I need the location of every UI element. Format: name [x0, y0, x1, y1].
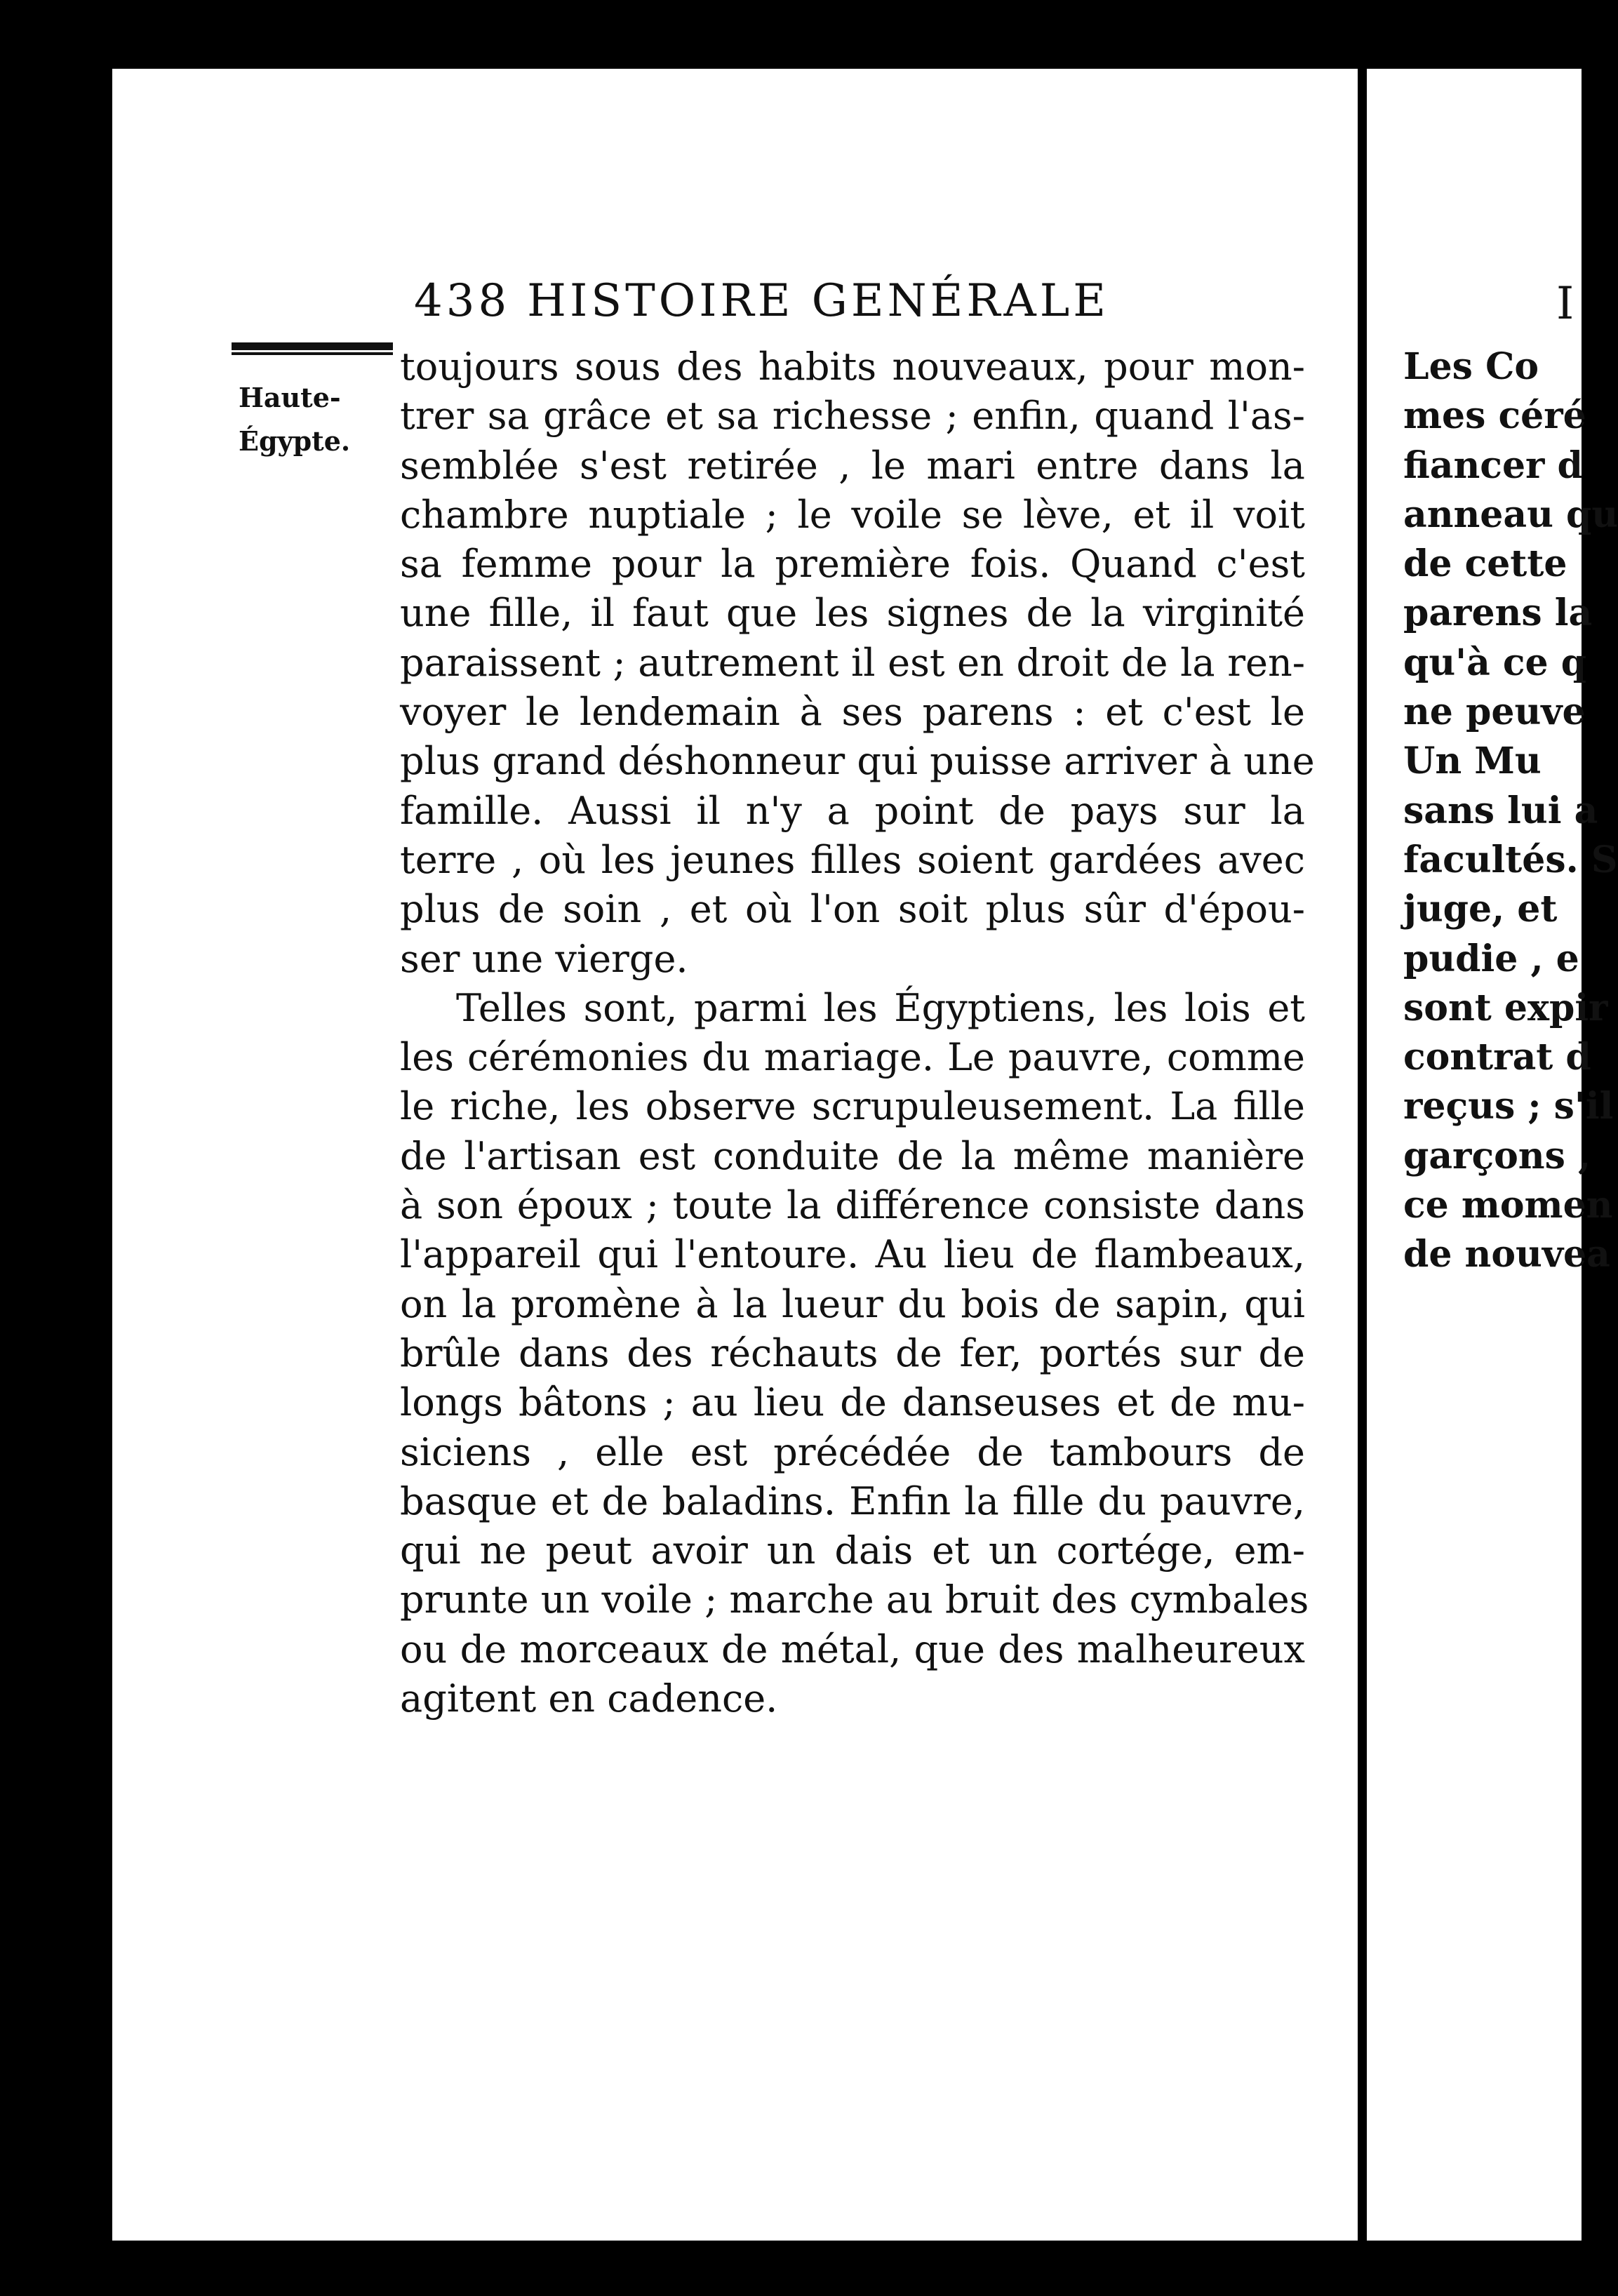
right-text-line: sont expir	[1403, 986, 1608, 1029]
right-text-line: Un Mu	[1403, 740, 1542, 783]
right-text-line: pudie , e	[1403, 937, 1579, 980]
right-page-header: I	[1556, 278, 1574, 330]
text-line: à son époux ; toute la différence consiste dans	[400, 1183, 1305, 1228]
text-line: chambre nuptiale ; le voile se lève, et il voit	[400, 492, 1305, 537]
text-line: les cérémonies du mariage. Le pauvre, comme	[400, 1035, 1305, 1080]
text-line: une fille, il faut que les signes de la virginité	[400, 591, 1305, 636]
text-line: plus grand déshonneur qui puisse arriver à une	[400, 739, 1315, 784]
text-line: siciens , elle est précédée de tambours de	[400, 1429, 1305, 1474]
right-text-line: ce momen	[1403, 1184, 1613, 1227]
margin-note-line: Haute-	[239, 382, 341, 413]
right-text-line: fiancer d	[1403, 443, 1583, 487]
margin-rule-thin	[232, 352, 393, 355]
text-line: qui ne peut avoir un dais et un cortége, em-	[400, 1528, 1305, 1573]
right-text-line: qu'à ce q	[1403, 641, 1587, 684]
body-text	[400, 342, 1315, 1723]
page-number: 438	[414, 275, 511, 327]
text-line: sa femme pour la première fois. Quand c'est	[400, 542, 1305, 587]
right-text-line: mes céré	[1403, 394, 1586, 438]
text-line: basque et de baladins. Enfin la fille du pauvre,	[400, 1479, 1305, 1523]
text-line: prunte un voile ; marche au bruit des cymbales	[400, 1577, 1309, 1622]
text-line: l'appareil qui l'entoure. Au lieu de flambeaux,	[400, 1232, 1305, 1277]
running-title: HISTOIRE GENÉRALE	[527, 275, 1109, 327]
text-line: Telles sont, parmi les Égyptiens, les lois et	[456, 985, 1305, 1030]
text-line: ou de morceaux de métal, que des malheureux	[400, 1627, 1305, 1671]
text-line: paraissent ; autrement il est en droit de la ren-	[400, 640, 1305, 685]
right-text-line: de cette	[1403, 542, 1567, 586]
margin-rule	[232, 342, 393, 350]
text-line: de l'artisan est conduite de la même manière	[400, 1133, 1305, 1178]
text-line: terre , où les jeunes filles soient gardées avec	[400, 837, 1305, 882]
right-text-line: juge, et	[1403, 888, 1558, 931]
text-line: toujours sous des habits nouveaux, pour mon-	[400, 345, 1305, 389]
right-text-line: reçus ; s'il	[1403, 1085, 1614, 1128]
margin-note	[239, 376, 350, 463]
text-line: plus de soin , et où l'on soit plus sûr d'épou-	[400, 887, 1305, 932]
right-text-line: Les Co	[1403, 345, 1539, 388]
right-text-line: de nouvea	[1403, 1233, 1610, 1276]
text-line: on la promène à la lueur du bois de sapin, qui	[400, 1281, 1305, 1326]
page-header	[414, 275, 1109, 327]
text-line: trer sa grâce et sa richesse ; enfin, quand l'as-	[400, 394, 1305, 439]
margin-note-line: Égypte.	[239, 425, 351, 457]
right-text-line: sans lui a	[1403, 789, 1598, 832]
text-line: ser une vierge.	[400, 936, 688, 981]
text-line: longs bâtons ; au lieu de danseuses et de mu-	[400, 1380, 1305, 1425]
right-page-text	[1403, 342, 1618, 1280]
right-text-line: ne peuve	[1403, 690, 1586, 734]
right-text-line: facultés. S	[1403, 838, 1618, 881]
right-text-line: contrat d	[1403, 1036, 1591, 1079]
right-text-line: anneau qu	[1403, 493, 1618, 536]
right-text-line: garçons ,	[1403, 1134, 1591, 1177]
text-line: semblée s'est retirée , le mari entre dans la	[400, 443, 1305, 488]
text-line: voyer le lendemain à ses parens : et c'est le	[400, 690, 1305, 735]
text-line: le riche, les observe scrupuleusement. La fille	[400, 1084, 1305, 1129]
right-text-line: parens la	[1403, 592, 1593, 635]
text-line: famille. Aussi il n'y a point de pays sur la	[400, 788, 1305, 833]
text-line: brûle dans des réchauts de fer, portés sur de	[400, 1330, 1305, 1375]
text-line: agitent en cadence.	[400, 1676, 778, 1721]
